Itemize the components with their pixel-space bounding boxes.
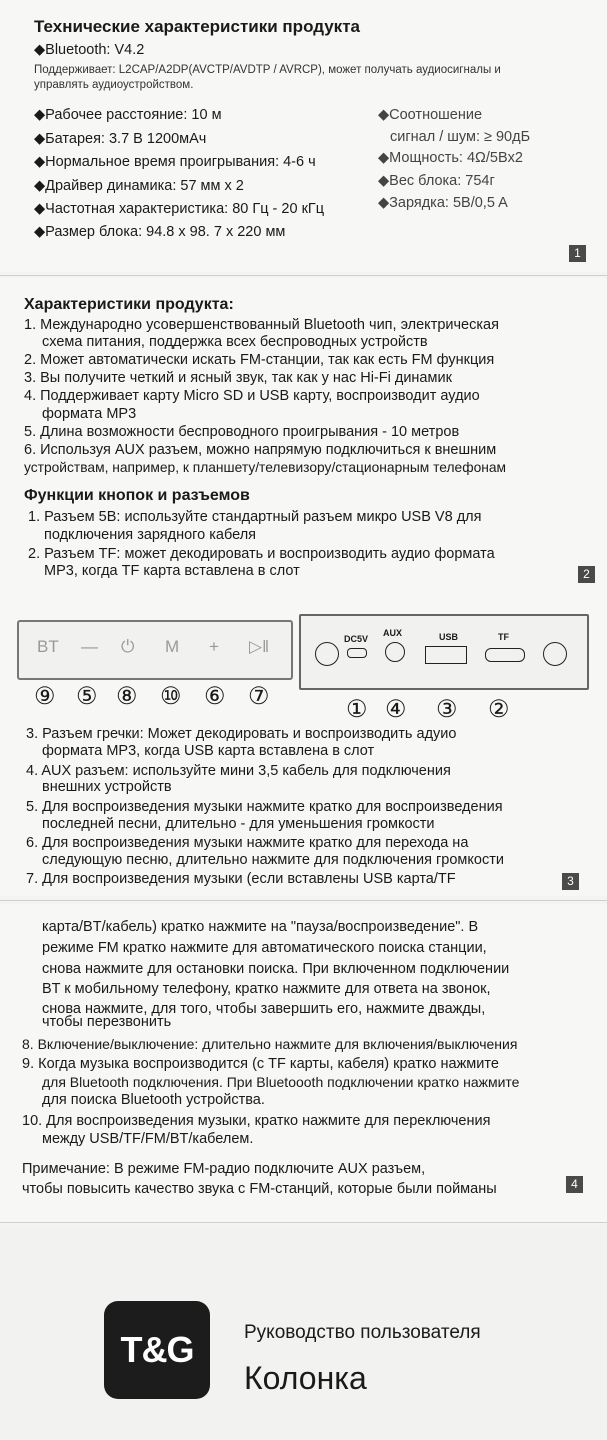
cover-subtitle: Руководство пользователя (244, 1322, 481, 1343)
spec-item: ◆Зарядка: 5B/0,5 A (378, 195, 508, 211)
power-button-icon: ⏻ (121, 637, 135, 656)
page-number: 1 (569, 245, 586, 262)
specs-title: Технические характеристики продукта (34, 17, 360, 36)
plus-button-icon: + (209, 637, 219, 656)
tf-slot-icon (485, 648, 525, 662)
function-line: снова нажмите для остановки поиска. При включенном подключении (42, 961, 510, 977)
feature-line: 2. Может автоматически искать FM-станции, так как есть FM функция (24, 352, 495, 368)
buttons-line: 2. Разъем TF: может декодировать и воспроизводить аудио формата (28, 546, 495, 562)
note-line: Примечание: В режиме FM-радио подключите AUX разъем, (22, 1161, 426, 1177)
page-number: 4 (566, 1176, 583, 1193)
function-line: карта/BT/кабель) кратко нажмите на "пауза/воспроизведение". В (42, 919, 479, 935)
feature-line: формата MP3 (42, 406, 137, 422)
spec-bluetooth: ◆Bluetooth: V4.2 (34, 42, 145, 58)
button-number: ⑧ (116, 683, 138, 710)
function-line: формата MP3, когда USB карта вставлена в слот (42, 743, 375, 759)
function-line: внешних устройств (42, 779, 172, 795)
port-number: ② (488, 696, 510, 723)
port-label: DC5V (344, 634, 369, 644)
bt-button-icon: BT (37, 637, 59, 656)
spec-item: ◆Батарея: 3.7 В 1200мАч (34, 131, 207, 147)
button-number: ⑩ (160, 683, 182, 710)
port-number: ① (346, 696, 368, 723)
spec-item: ◆Частотная характеристика: 80 Гц - 20 кГц (34, 201, 325, 217)
dc-port-icon (347, 648, 367, 658)
button-strip (17, 620, 293, 680)
function-line: режиме FM кратко нажмите для автоматического поиска станции, (42, 940, 487, 956)
feature-line: 6. Используя AUX разъем, можно напрямую подключиться к внешним (24, 442, 497, 458)
feature-line: 1. Международно усовершенствованный Bluetooth чип, электрическая (24, 317, 499, 333)
function-line: 6. Для воспроизведения музыки нажмите кратко для перехода на (26, 835, 469, 851)
function-line: 4. AUX разъем: используйте мини 3,5 кабель для подключения (26, 763, 451, 779)
function-line: последней песни, длительно - для уменьшения громкости (42, 816, 435, 832)
port-label: TF (498, 632, 509, 642)
spec-item: ◆Рабочее расстояние: 10 м (34, 107, 222, 123)
aux-port-icon (385, 642, 405, 662)
note-line: чтобы повысить качество звука с FM-станций, которые были пойманы (22, 1181, 497, 1197)
play-pause-button-icon: ▷‖ (249, 637, 270, 656)
button-number: ⑨ (34, 683, 56, 710)
page-number: 3 (562, 873, 579, 890)
feature-line: 5. Длина возможности беспроводного проигрывания - 10 метров (24, 424, 460, 440)
function-line: чтобы перезвонить (42, 1014, 172, 1030)
port-label: AUX (383, 628, 403, 638)
feature-line: устройствам, например, к планшету/телевизору/стационарным телефонам (24, 460, 507, 475)
spec-item: сигнал / шум: ≥ 90дБ (390, 129, 531, 145)
features-title: Характеристики продукта: (24, 296, 234, 313)
buttons-title: Функции кнопок и разъемов (24, 487, 250, 504)
port-panel (299, 614, 589, 690)
buttons-line: подключения зарядного кабеля (44, 527, 257, 543)
spec-supports: Поддерживает: L2CAP/A2DP(AVCTP/AVDTP / AVRCP), может получать аудиосигналы и (34, 64, 501, 76)
feature-line: схема питания, поддержка всех беспроводных устройств (42, 334, 428, 350)
cover-title: Колонка (244, 1360, 367, 1396)
minus-button-icon: — (81, 637, 98, 656)
button-number: ⑤ (76, 683, 98, 710)
function-line: 8. Включение/выключение: длительно нажмите для включения/выключения (22, 1036, 518, 1052)
brand-logo: T&G (104, 1301, 210, 1399)
screw-icon (315, 642, 339, 666)
spec-item: ◆Соотношение (378, 107, 483, 123)
spec-item: ◆Размер блока: 94.8 x 98. 7 x 220 мм (34, 224, 286, 240)
function-line: для Bluetooth подключения. При Bluetoooth подключении кратко нажмите (42, 1074, 520, 1090)
function-line: 3. Разъем гречки: Может декодировать и воспроизводить адуио (26, 726, 457, 742)
feature-line: 3. Вы получите четкий и ясный звук, так как у нас Hi-Fi динамик (24, 370, 452, 386)
spec-item: ◆Вес блока: 754г (378, 173, 495, 189)
usb-port-icon (425, 646, 467, 664)
divider (0, 900, 607, 901)
port-number: ④ (385, 696, 407, 723)
function-line: 10. Для воспроизведения музыки, кратко нажмите для переключения (22, 1113, 491, 1129)
buttons-line: MP3, когда TF карта вставлена в слот (44, 563, 300, 579)
screw-icon (543, 642, 567, 666)
port-number: ③ (436, 696, 458, 723)
divider (0, 1222, 607, 1223)
function-line: 5. Для воспроизведения музыки нажмите кратко для воспроизведения (26, 799, 503, 815)
button-number: ⑥ (204, 683, 226, 710)
function-line: 7. Для воспроизведения музыки (если вставлены USB карта/TF (26, 871, 456, 887)
feature-line: 4. Поддерживает карту Micro SD и USB карту, воспроизводит аудио (24, 388, 480, 404)
function-line: для поиска Bluetooth устройства. (42, 1092, 265, 1108)
buttons-line: 1. Разъем 5В: используйте стандартный разъем микро USB V8 для (28, 509, 482, 525)
function-line: между USB/TF/FM/BT/кабелем. (42, 1131, 254, 1147)
button-number: ⑦ (248, 683, 270, 710)
function-line: BT к мобильному телефону, кратко нажмите для ответа на звонок, (42, 981, 491, 997)
divider (0, 275, 607, 276)
function-line: снова нажмите, для того, чтобы завершить его, нажмите дважды, (42, 1001, 486, 1017)
spec-item: ◆Драйвер динамика: 57 мм x 2 (34, 178, 244, 194)
mode-button-icon: M (165, 637, 180, 656)
function-line: следующую песню, длительно нажмите для подключения громкости (42, 852, 504, 868)
spec-item: ◆Мощность: 4Ω/5Bx2 (378, 150, 523, 166)
function-line: 9. Когда музыка воспроизводится (с TF карты, кабеля) кратко нажмите (22, 1056, 499, 1072)
port-label: USB (439, 632, 459, 642)
spec-item: ◆Нормальное время проигрывания: 4-6 ч (34, 154, 316, 170)
page-number: 2 (578, 566, 595, 583)
spec-supports: управлять аудиоустройством. (34, 79, 194, 91)
